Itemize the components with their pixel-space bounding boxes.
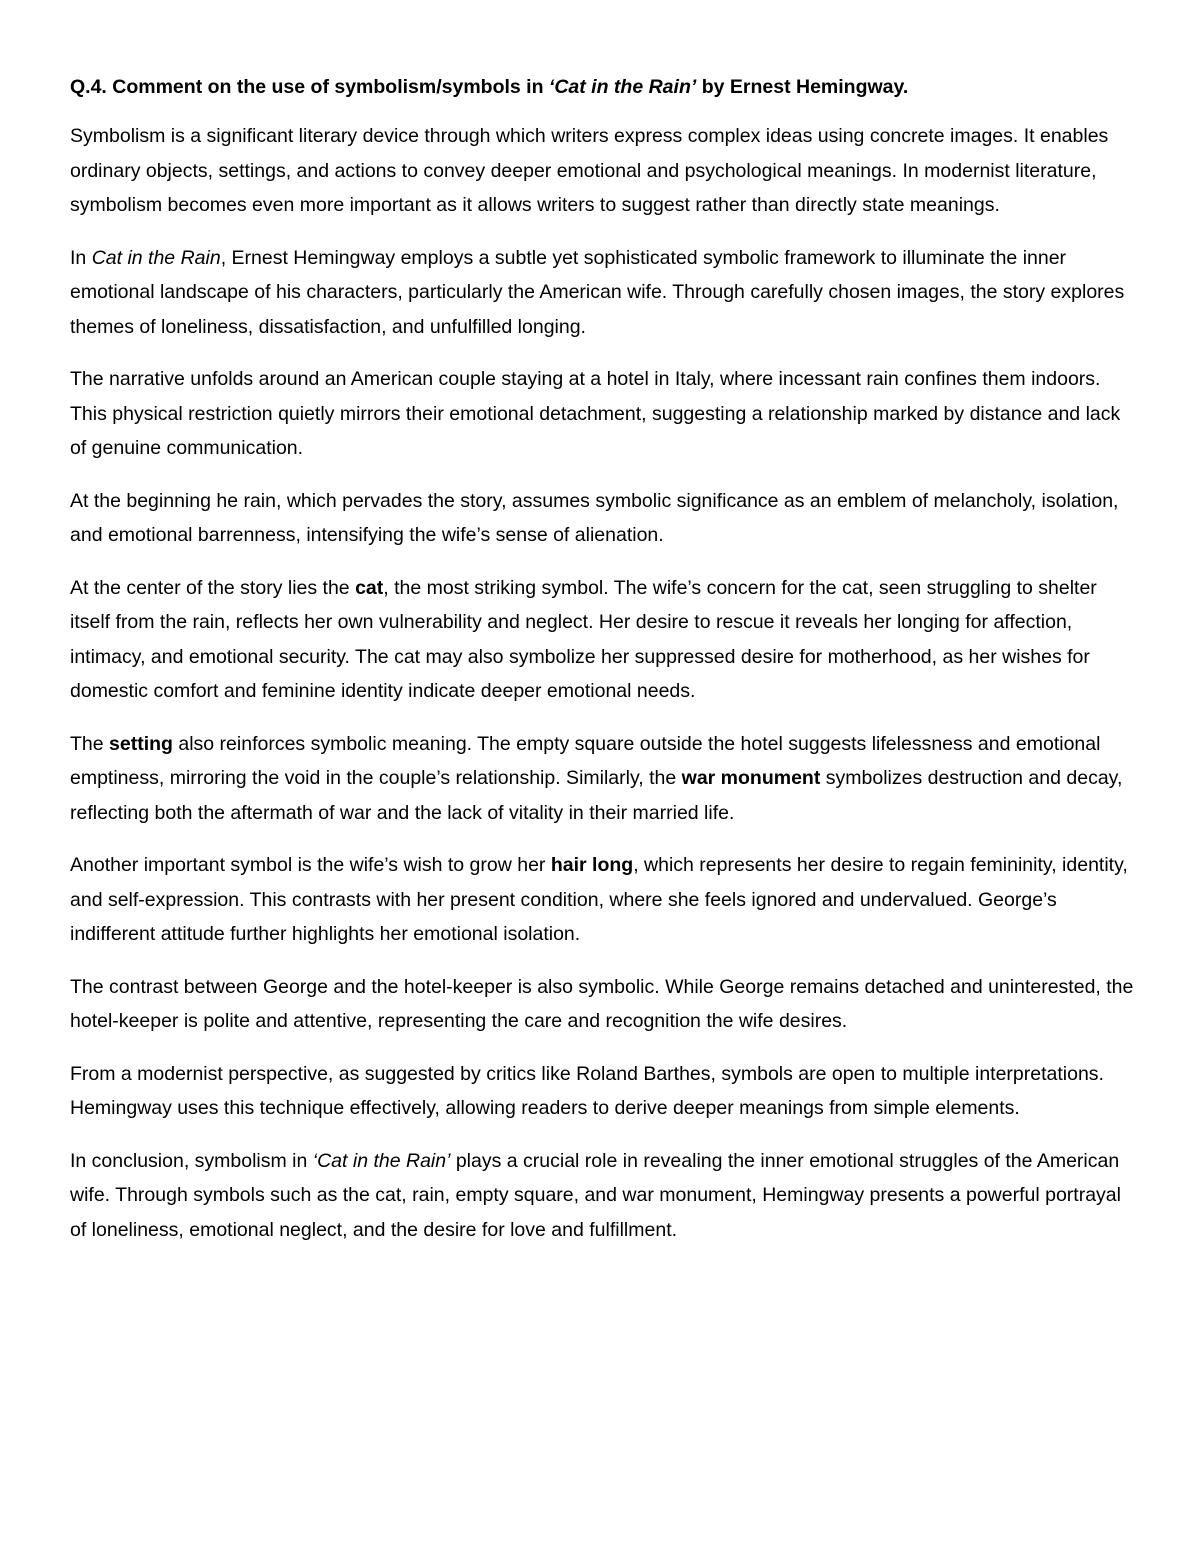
paragraph-contrast: The contrast between George and the hotel-keeper is also symbolic. While George remains detached and uninterested, the hotel-keeper is polite and attentive, representing the care and recognition the wife desires. bbox=[70, 975, 1134, 1032]
question-prefix: Q.4. Comment on the use of symbolism/symbols in bbox=[70, 76, 549, 98]
paragraph-text: , Ernest Hemingway employs a subtle yet sophisticated symbolic framework to illuminate the inner emotional landscape of his characters, particularly the American wife. Through carefully chosen images, the story explores themes of loneliness, dissatisfaction, and unfulfilled longing. bbox=[70, 246, 1125, 338]
paragraph-conclusion bbox=[70, 1144, 1135, 1248]
paragraph-text: In conclusion, symbolism in bbox=[70, 1149, 313, 1172]
story-title: ‘Cat in the Rain’ bbox=[548, 76, 697, 98]
keyword-hair-long: hair long bbox=[550, 854, 634, 876]
paragraph-text: At the center of the story lies the bbox=[70, 576, 356, 599]
paragraph-text: The bbox=[70, 732, 110, 755]
story-title: Cat in the Rain bbox=[91, 246, 221, 269]
paragraph-narrative: The narrative unfolds around an American couple staying at a hotel in Italy, where incessant rain confines them indoors. This physical restriction quietly mirrors their emotional detachment, suggesting a relationship marked by distance and lack of genuine communication. bbox=[70, 368, 1121, 459]
paragraph-cat bbox=[70, 571, 1135, 709]
paragraph-modernist: From a modernist perspective, as suggested by critics like Roland Barthes, symbols are open to multiple interpretations. Hemingway uses this technique effectively, allowing readers to derive deeper meanings from simple elements. bbox=[70, 1062, 1104, 1119]
paragraph-text: also reinforces symbolic meaning. The empty square outside the hotel suggests lifelessness and emotional emptiness, mirroring the void in the couple’s relationship. Similarly, the bbox=[70, 732, 1101, 789]
paragraph-framework bbox=[70, 241, 1135, 345]
paragraph-text: Another important symbol is the wife’s wish to grow her bbox=[70, 854, 551, 876]
paragraph-setting bbox=[70, 727, 1135, 831]
paragraph-text: In bbox=[70, 246, 92, 269]
story-title: ‘Cat in the Rain’ bbox=[312, 1149, 451, 1172]
paragraph-rain: At the beginning he rain, which pervades the story, assumes symbolic significance as an emblem of melancholy, isolation, and emotional barrenness, intensifying the wife’s sense of alienation. bbox=[70, 489, 1119, 546]
question-heading bbox=[70, 70, 1135, 105]
paragraph-intro: Symbolism is a significant literary device through which writers express complex ideas using concrete images. It enables ordinary objects, settings, and actions to convey deeper emotional and psychological meanings. In modernist literature, symbolism becomes even more important as it allows writers to suggest rather than directly state meanings. bbox=[70, 125, 1109, 216]
keyword-war-monument: war monument bbox=[681, 767, 821, 789]
paragraph-text: symbolizes destruction and decay, reflecting both the aftermath of war and the lack of vitality in their married life. bbox=[70, 767, 1123, 824]
paragraph-hair bbox=[70, 848, 1135, 952]
question-suffix: by Ernest Hemingway. bbox=[696, 76, 909, 98]
paragraph-text: plays a crucial role in revealing the inner emotional struggles of the American wife. Through symbols such as the cat, rain, empty square, and war monument, Hemingway presents a powerful portrayal of loneliness, emotional neglect, and the desire for love and fulfillment. bbox=[70, 1149, 1121, 1241]
keyword-cat: cat bbox=[355, 576, 384, 599]
paragraph-text: , the most striking symbol. The wife’s concern for the cat, seen struggling to shelter itself from the rain, reflects her own vulnerability and neglect. Her desire to rescue it reveals her longing for affection, intimacy, and emotional security. The cat may also symbolize her suppressed desire for motherhood, as her wishes for domestic comfort and feminine identity indicate deeper emotional needs. bbox=[70, 576, 1097, 702]
keyword-setting: setting bbox=[109, 732, 173, 755]
document-page bbox=[70, 70, 1135, 1265]
paragraph-text: , which represents her desire to regain femininity, identity, and self-expression. This contrasts with her present condition, where she feels ignored and undervalued. George’s indifferent attitude further highlights her emotional isolation. bbox=[70, 854, 1128, 945]
